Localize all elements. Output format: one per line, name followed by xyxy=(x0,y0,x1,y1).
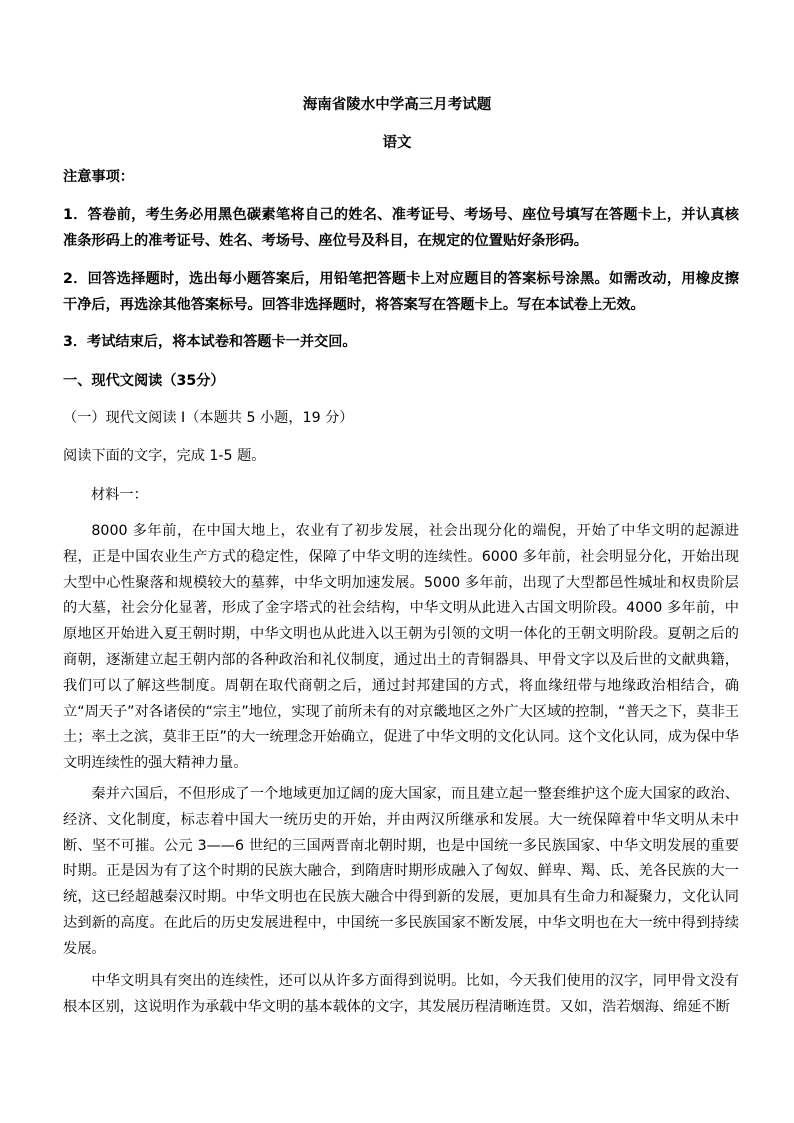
reading-instruction: 阅读下面的文字，完成 1-5 题。 xyxy=(63,448,266,464)
material-paragraph-1: 8000 多年前，在中国大地上，农业有了初步发展，社会出现分化的端倪，开始了中华文明的起源进程，正是中国农业生产方式的稳定性，保障了中华文明的连续性。6000 多年前，社会明显分化，开始出现大型中心性聚落和规模较大的墓葬，中华文明加速发展。5000 多年前，出现了大型都邑性城址和权贵阶层的大墓，社会分化显著，形成了金字塔式的社会结构，中华文明从此进入古国文明阶段。4000 多年前，中原地区开始进入夏王朝时期，中华文明也从此进入以王朝为引领的文明一体化的王朝文明阶段。夏朝之后的商朝，逐渐建立起王朝内部的各种政治和礼仪制度，通过出土的青铜器具、甲骨文字以及后世的文献典籍，我们可以了解这些制度。周朝在取代商朝之后，通过封邦建国的方式，将血缘纽带与地缘政治相结合，确立“周天子”对各诸侯的“宗主”地位，实现了前所未有的对京畿地区之外广大区域的控制，“普天之下，莫非王土；率土之滨，莫非王臣”的大一统理念开始确立，促进了中华文明的文化认同。这个文化认同，成为保中华文明连续性的强大精神力量。 xyxy=(63,523,739,772)
notice-item-3: 3．考试结束后，将本试卷和答题卡一并交回。 xyxy=(63,334,357,350)
material-paragraph-3: 中华文明具有突出的连续性，还可以从许多方面得到说明。比如，今天我们使用的汉字，同甲骨文没有根本区别，这说明作为承载中华文明的基本载体的文字，其发展历程清晰连贯。又如，浩若烟海、绵延不断 xyxy=(63,973,739,1015)
material-label: 材料一： xyxy=(91,487,148,503)
section-heading: 一、现代文阅读（35分） xyxy=(63,373,225,389)
subject-title: 语文 xyxy=(382,135,412,151)
notice-item-1: 1．答卷前，考生务必用黑色碳素笔将自己的姓名、准考证号、考场号、座位号填写在答题卡上，并认真核准条形码上的准考证号、姓名、考场号、座位号及科目，在规定的位置贴好条形码。 xyxy=(63,207,739,249)
exam-title: 海南省陵水中学高三月考试题 xyxy=(302,97,492,113)
notice-item-2: 2．回答选择题时，选出每小题答案后，用铅笔把答题卡上对应题目的答案标号涂黑。如需改动，用橡皮擦干净后，再选涂其他答案标号。回答非选择题时，将答案写在答题卡上。写在本试卷上无效。 xyxy=(63,271,739,313)
subsection-heading: （一）现代文阅读 I（本题共 5 小题，19 分） xyxy=(63,410,354,426)
notice-heading: 注意事项： xyxy=(63,169,134,185)
material-paragraph-2: 秦并六国后，不但形成了一个地域更加辽阔的庞大国家，而且建立起一整套维护这个庞大国家的政治、经济、文化制度，标志着中国大一统历史的开始，并由两汉所继承和发展。大一统保障着中华文明从未中断、坚不可摧。公元 3——6 世纪的三国两晋南北朝时期，也是中国统一多民族国家、中华文明发展的重要时期。正是因为有了这个时期的民族大融合，到隋唐时期形成融入了匈奴、鲜卑、羯、氐、羌各民族的大一统，这已经超越秦汉时期。中华文明也在民族大融合中得到新的发展，更加具有生命力和凝聚力，文化认同达到新的高度。在此后的历史发展进程中，中国统一多民族国家不断发展，中华文明也在大一统中得到持续发展。 xyxy=(63,786,739,957)
